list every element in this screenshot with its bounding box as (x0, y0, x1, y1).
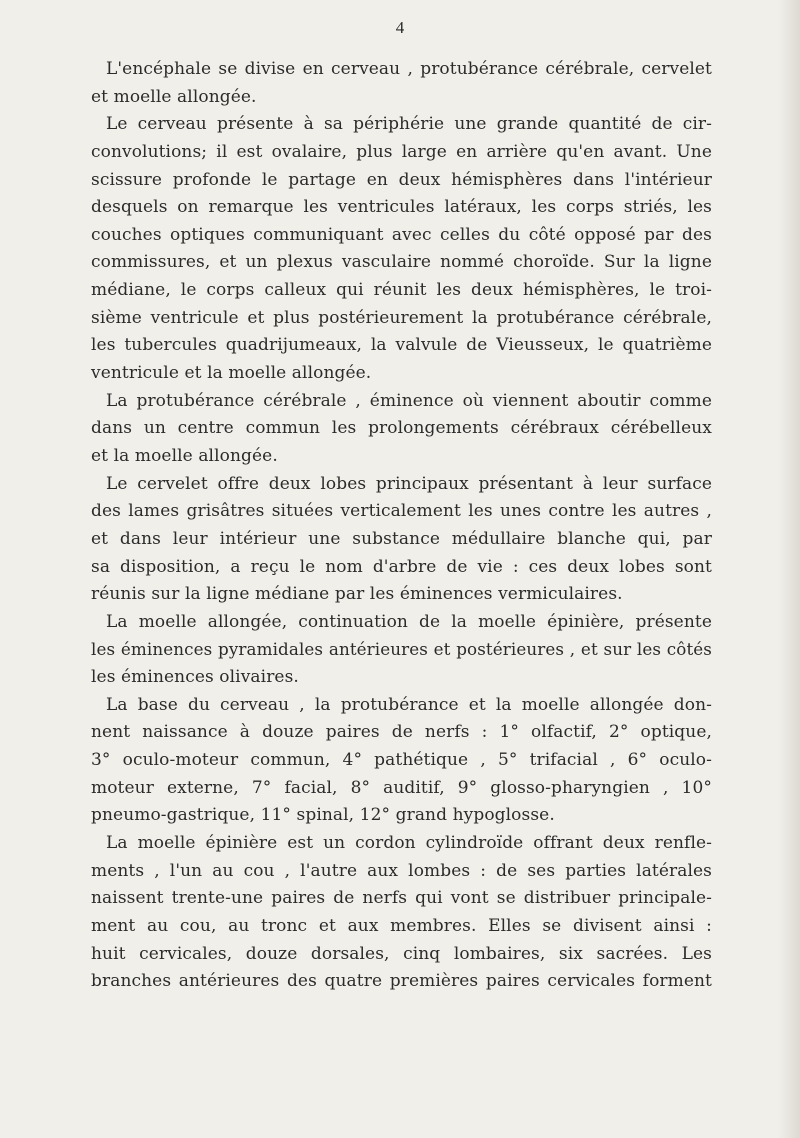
text-line: moteur externe, 7° facial, 8° auditif, 9° glosso-pharyngien , 10° (91, 777, 712, 798)
text-line: ment au cou, au tronc et aux membres. Elles se divisent ainsi : (91, 915, 712, 936)
text-line: les éminences olivaires. (91, 667, 299, 688)
text-line: et la moelle allongée. (91, 445, 278, 466)
body-text (91, 56, 712, 996)
text-line: branches antérieures des quatre premières paires cervicales forment (91, 971, 712, 992)
text-line: sa disposition, a reçu le nom d'arbre de vie : ces deux lobes sont (91, 556, 712, 577)
text-line: La moelle allongée, continuation de la moelle épinière, présente (106, 611, 712, 632)
text-line: La protubérance cérébrale , éminence où viennent aboutir comme (106, 390, 712, 411)
text-line: La base du cerveau , la protubérance et la moelle allongée don- (106, 694, 712, 715)
text-line: couches optiques communiquant avec celles du côté opposé par des (91, 224, 712, 245)
text-line: sième ventricule et plus postérieurement la protubérance cérébrale, (91, 307, 712, 328)
text-line: les éminences pyramidales antérieures et postérieures , et sur les côtés (91, 639, 712, 660)
page-edge-shadow (778, 0, 800, 1138)
text-line: desquels on remarque les ventricules latéraux, les corps striés, les (91, 197, 712, 218)
text-line: convolutions; il est ovalaire, plus large en arrière qu'en avant. Une (91, 141, 712, 162)
page-number: 4 (395, 18, 405, 37)
text-line: commissures, et un plexus vasculaire nommé choroïde. Sur la ligne (91, 252, 712, 273)
text-line: Le cervelet offre deux lobes principaux présentant à leur surface (106, 473, 712, 494)
text-line: La moelle épinière est un cordon cylindroïde offrant deux renfle- (106, 832, 712, 853)
text-line: des lames grisâtres situées verticalement les unes contre les autres , (91, 501, 712, 522)
text-line: et dans leur intérieur une substance médullaire blanche qui, par (91, 528, 712, 549)
text-line: naissent trente-une paires de nerfs qui vont se distribuer principale- (91, 888, 712, 909)
text-line: 3° oculo-moteur commun, 4° pathétique , 5° trifacial , 6° oculo- (91, 750, 712, 771)
text-line: scissure profonde le partage en deux hémisphères dans l'intérieur (91, 169, 712, 190)
text-line: Le cerveau présente à sa périphérie une grande quantité de cir- (106, 114, 712, 135)
text-line: dans un centre commun les prolongements cérébraux cérébelleux (91, 418, 712, 439)
text-line: réunis sur la ligne médiane par les éminences vermiculaires. (91, 584, 623, 605)
text-line: les tubercules quadrijumeaux, la valvule de Vieusseux, le quatrième (91, 335, 712, 356)
text-line: médiane, le corps calleux qui réunit les deux hémisphères, le troi- (91, 280, 712, 301)
text-line: pneumo-gastrique, 11° spinal, 12° grand hypoglosse. (91, 805, 555, 826)
text-line: ments , l'un au cou , l'autre aux lombes : de ses parties latérales (91, 860, 712, 881)
text-line: L'encéphale se divise en cerveau , protubérance cérébrale, cervelet (106, 59, 712, 79)
text-line: et moelle allongée. (91, 86, 257, 107)
text-line: nent naissance à douze paires de nerfs : 1° olfactif, 2° optique, (91, 722, 712, 743)
text-line: ventricule et la moelle allongée. (91, 363, 372, 384)
text-line: huit cervicales, douze dorsales, cinq lombaires, six sacrées. Les (91, 943, 712, 964)
